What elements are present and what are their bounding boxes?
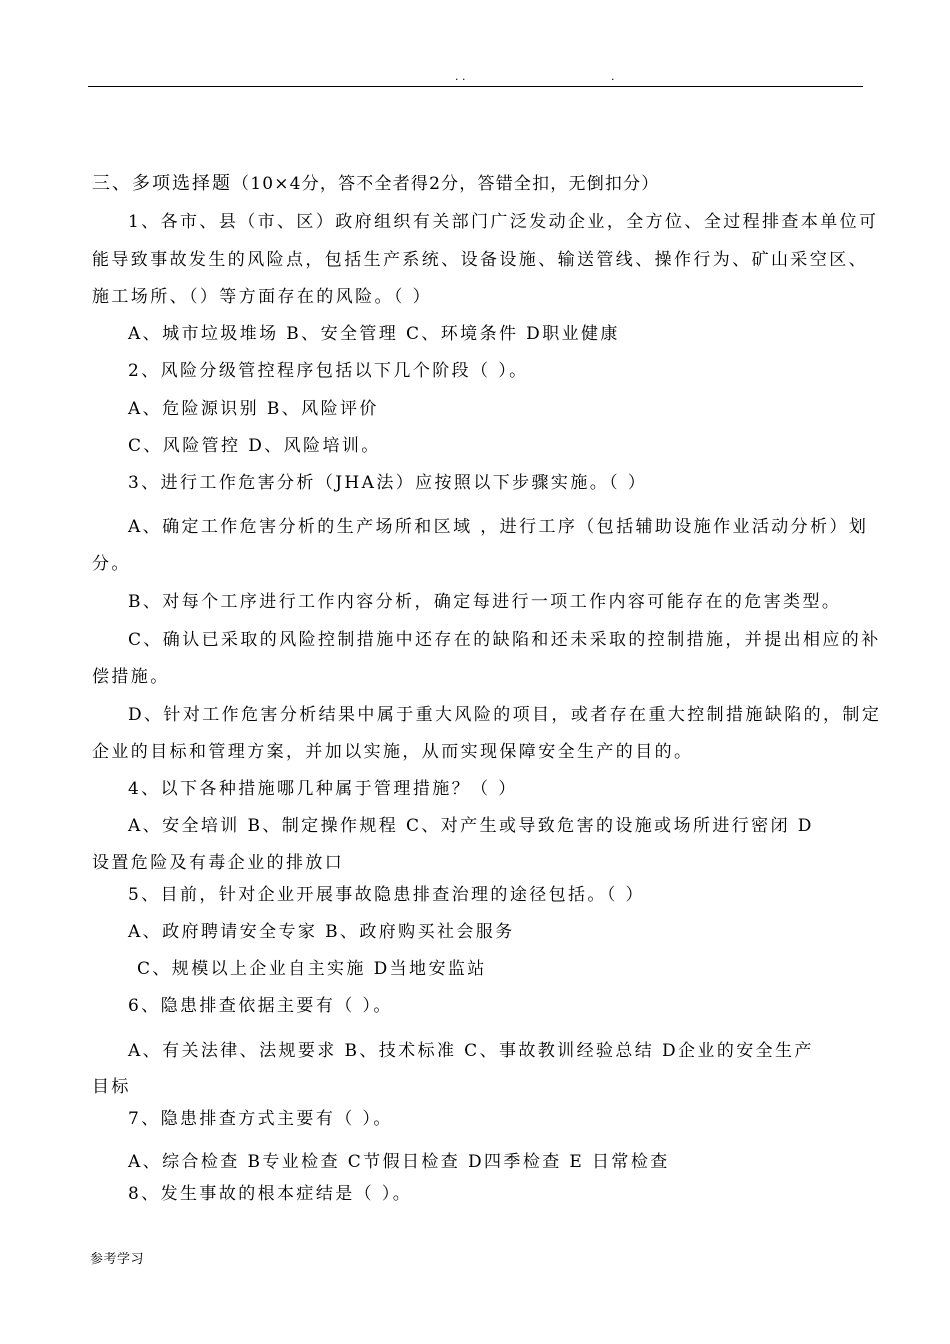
question-2-options-ab: A、危险源识别 B、风险评价 — [128, 399, 379, 419]
question-6-options-line-2: 目标 — [92, 1077, 131, 1097]
question-3-option-d-line-2: 企业的目标和管理方案，并加以实施，从而实现保障安全生产的目的。 — [92, 742, 694, 762]
question-3: 3、进行工作危害分析（JHA法）应按照以下步骤实施。（ ） — [128, 473, 648, 493]
section-title — [92, 173, 660, 195]
question-6-options-line-1: A、有关法律、法规要求 B、技术标准 C、事故教训经验总结 D企业的安全生产 — [128, 1041, 814, 1061]
header-dots-right: . — [611, 70, 615, 83]
question-3-option-c-line-2: 偿措施。 — [92, 667, 170, 687]
question-2-options-cd: C、风险管控 D、风险培训。 — [128, 436, 381, 456]
question-4-options-line-1: A、安全培训 B、制定操作规程 C、对产生或导致危害的设施或场所进行密闭 D — [128, 816, 814, 836]
question-1-line-1: 1、各市、县（市、区）政府组织有关部门广泛发动企业，全方位、全过程排查本单位可 — [128, 212, 879, 232]
question-4: 4、以下各种措施哪几种属于管理措施？（ ） — [128, 779, 518, 799]
question-2: 2、风险分级管控程序包括以下几个阶段（ ）。 — [128, 361, 529, 381]
question-5-options-cd: C、规模以上企业自主实施 D当地安监站 — [137, 959, 487, 979]
question-5: 5、目前，针对企业开展事故隐患排查治理的途径包括。（ ） — [128, 885, 645, 905]
question-1-line-3: 施工场所、（）等方面存在的风险。（ ） — [92, 287, 433, 307]
header-dots-left: . . — [455, 70, 466, 83]
section-title-note: （10×4分，答不全者得2分，答错全扣，无倒扣分） — [232, 174, 660, 194]
question-5-options-ab: A、政府聘请安全专家 B、政府购买社会服务 — [128, 922, 515, 942]
question-3-option-c-line-1: C、确认已采取的风险控制措施中还存在的缺陷和还未采取的控制措施，并提出相应的补 — [128, 630, 881, 650]
question-7: 7、隐患排查方式主要有（ ）。 — [128, 1109, 393, 1129]
question-3-option-a-line-1: A、确定工作危害分析的生产场所和区域 ，进行工序（包括辅助设施作业活动分析）划 — [128, 517, 869, 537]
question-4-options-line-2: 设置危险及有毒企业的排放口 — [92, 853, 345, 873]
question-3-option-d-line-1: D、针对工作危害分析结果中属于重大风险的项目，或者存在重大控制措施缺陷的，制定 — [128, 705, 882, 725]
footer-text: 参考学习 — [90, 1252, 145, 1267]
question-6: 6、隐患排查依据主要有（ ）。 — [128, 996, 393, 1016]
question-8: 8、发生事故的根本症结是（ ）。 — [128, 1184, 413, 1204]
question-7-options: A、综合检查 B专业检查 C节假日检查 D四季检查 E 日常检查 — [128, 1152, 670, 1172]
question-3-option-b: B、对每个工序进行工作内容分析，确定每进行一项工作内容可能存在的危害类型。 — [128, 592, 842, 612]
header-rule — [88, 86, 863, 87]
question-1-options: A、城市垃圾堆场 B、安全管理 C、环境条件 D职业健康 — [128, 324, 620, 344]
question-3-option-a-line-2: 分。 — [92, 554, 131, 574]
question-1-line-2: 能导致事故发生的风险点，包括生产系统、设备设施、输送管线、操作行为、矿山采空区、 — [92, 250, 868, 270]
section-title-text: 三、多项选择题 — [92, 173, 232, 194]
